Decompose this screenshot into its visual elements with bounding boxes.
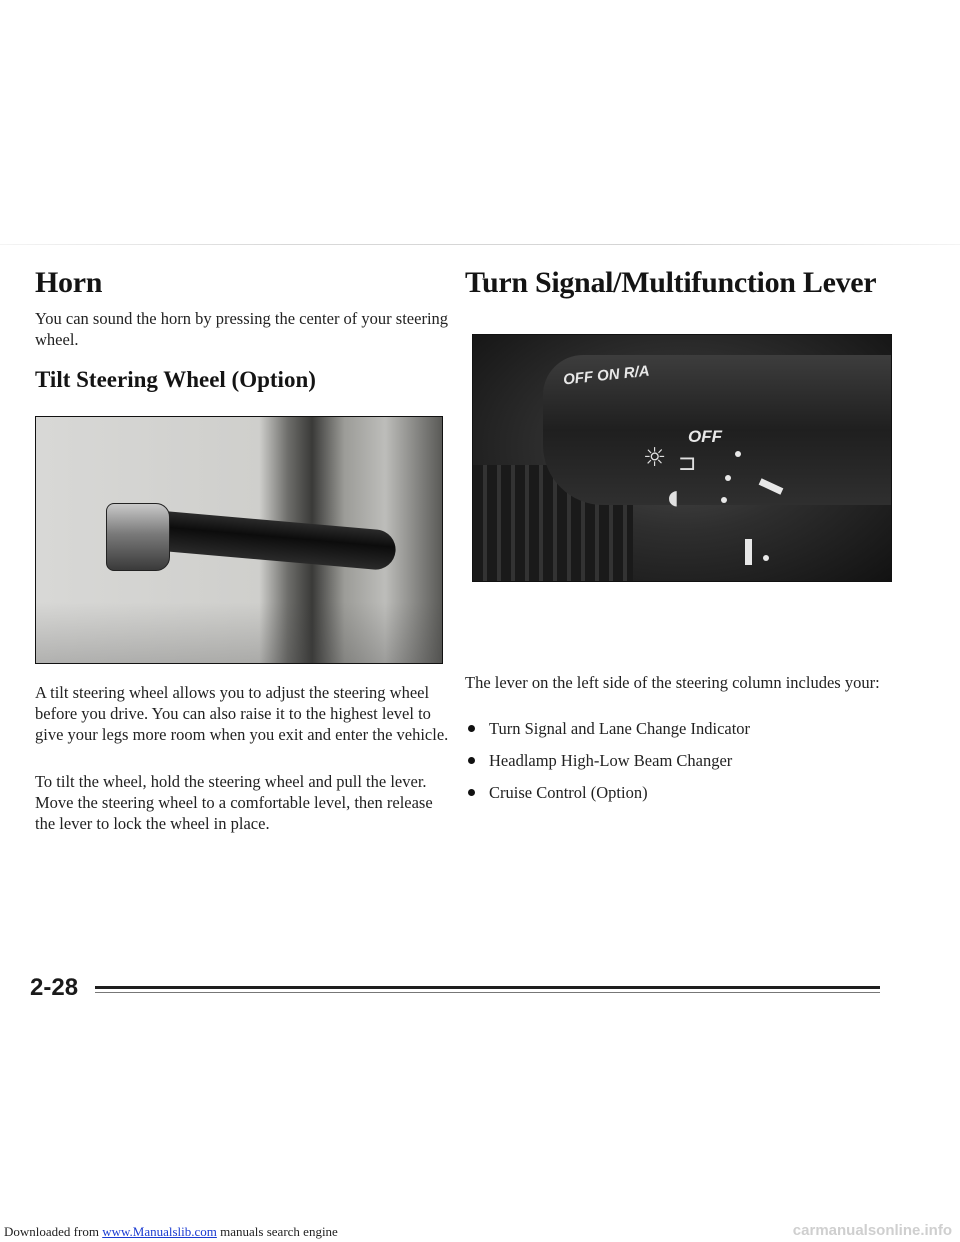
stalk-mark <box>745 539 752 565</box>
page-number: 2-28 <box>30 974 79 1001</box>
list-item: Turn Signal and Lane Change Indicator <box>465 718 895 739</box>
multifunction-lever-photo <box>472 334 892 582</box>
headlamp-off-label: OFF <box>688 427 722 446</box>
indicator-dot-1 <box>735 451 741 457</box>
watermark: carmanualsonline.info <box>792 1222 952 1239</box>
tilt-paragraph-2: To tilt the wheel, hold the steering wheel and pull the lever. Move the steering wheel to a comfortable level, then release the lever to lock the wheel in place. <box>35 772 433 833</box>
tilt-steering-heading: Tilt Steering Wheel (Option) <box>35 367 316 392</box>
horn-heading: Horn <box>35 266 103 299</box>
photo-shadow <box>36 602 442 663</box>
download-banner: Downloaded from www.Manualslib.com manuals search engine <box>4 1224 338 1239</box>
stalk-dot <box>763 555 769 561</box>
turn-signal-heading: Turn Signal/Multifunction Lever <box>465 266 877 299</box>
cruise-switch-label: OFF ON R/A <box>562 362 651 389</box>
parking-lamp-icon: ⊐ <box>678 451 697 476</box>
bullet-icon <box>468 725 475 732</box>
tilt-lever-knob <box>106 503 170 571</box>
footer-rule-thin <box>95 992 880 993</box>
list-item: Cruise Control (Option) <box>465 782 895 803</box>
manualslib-link[interactable]: www.Manualslib.com <box>102 1224 217 1239</box>
lever-features-list <box>465 718 895 814</box>
top-divider <box>0 244 960 245</box>
tilt-paragraph-1: A tilt steering wheel allows you to adjust the steering wheel before you drive. You can also raise it to the highest level to give your legs more room when you exit and enter the vehicle. <box>35 683 449 744</box>
tilt-lever-photo <box>35 416 443 664</box>
fog-lamp-icon: ◖ <box>668 485 679 509</box>
headlamp-icon: ☼ <box>643 443 667 473</box>
list-item: Headlamp High-Low Beam Changer <box>465 750 895 771</box>
tilt-lever <box>135 509 397 572</box>
indicator-dot-3 <box>721 497 727 503</box>
horn-paragraph: You can sound the horn by pressing the center of your steering wheel. <box>35 309 449 349</box>
turn-signal-paragraph: The lever on the left side of the steering column includes your: <box>465 673 880 692</box>
bullet-icon <box>468 757 475 764</box>
bullet-icon <box>468 789 475 796</box>
indicator-dot-2 <box>725 475 731 481</box>
footer-rule <box>95 986 880 989</box>
